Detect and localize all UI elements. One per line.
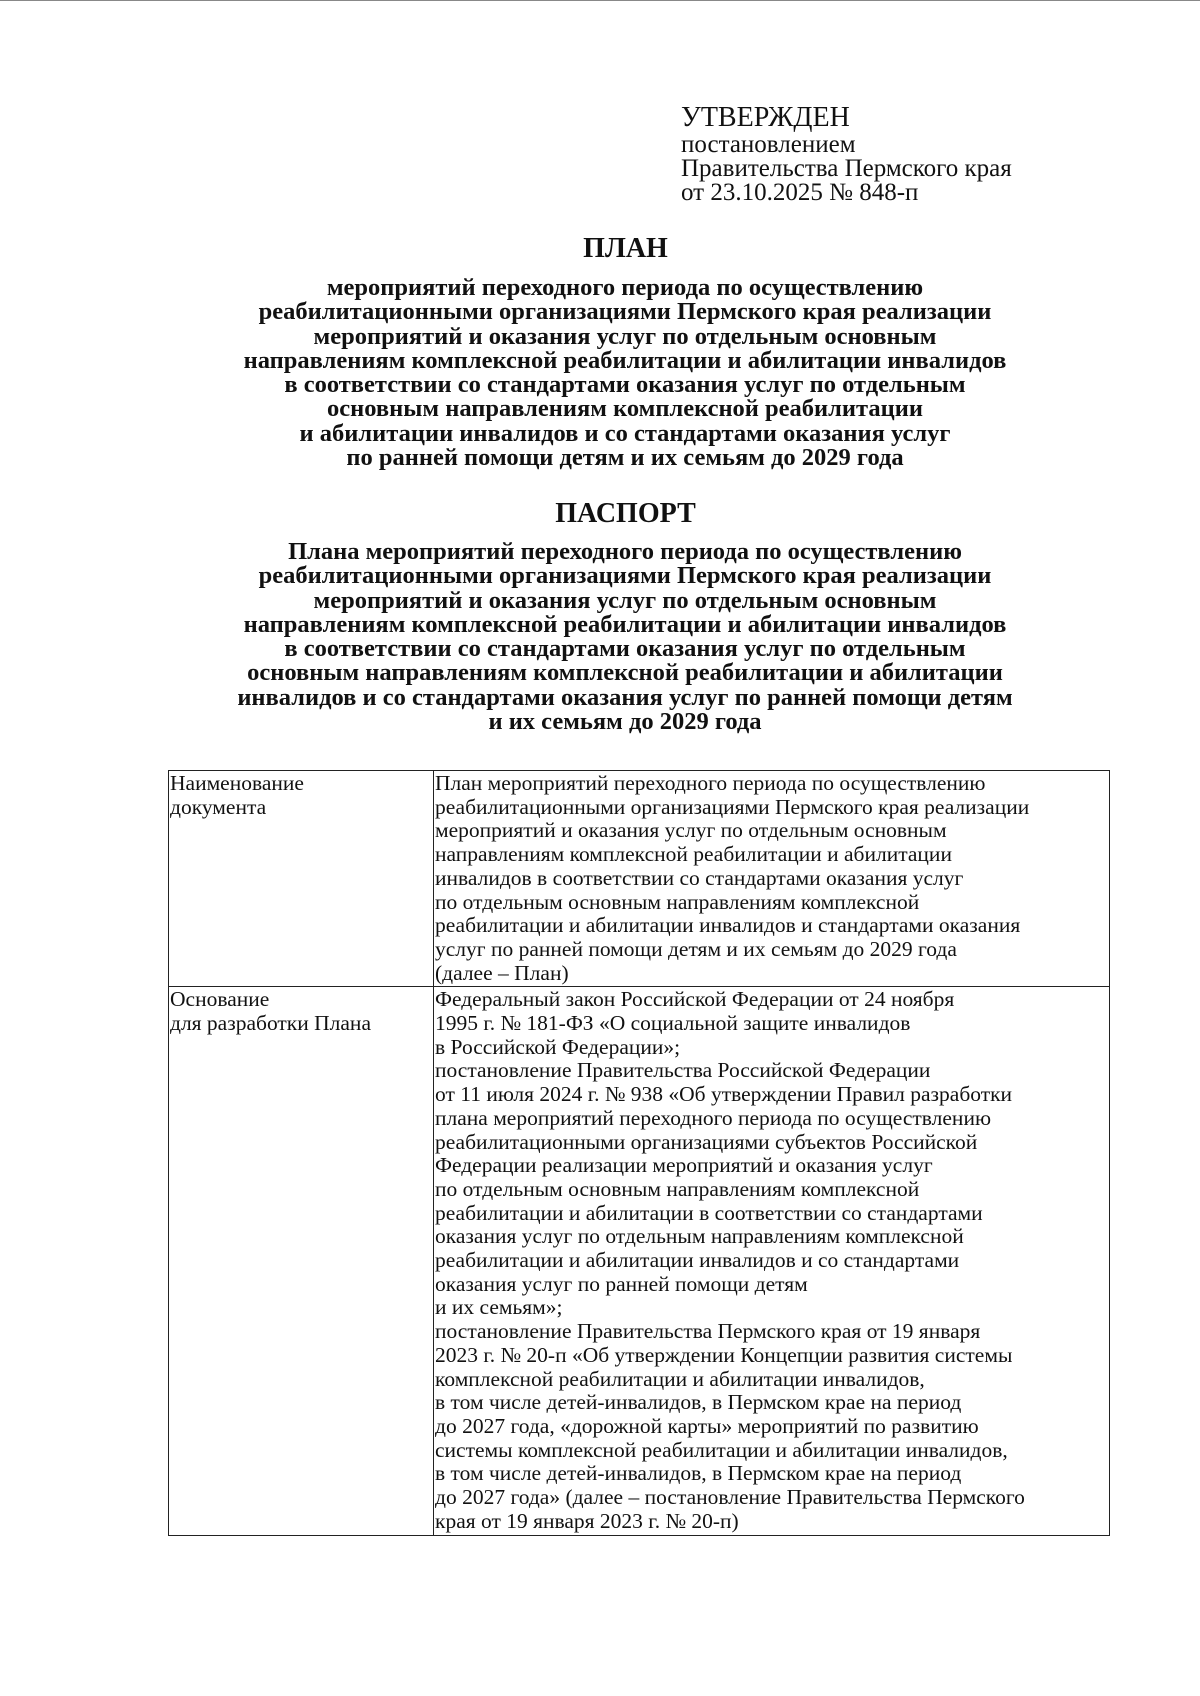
row-value-cell [434,771,1110,987]
passport-subtitle-line: инвалидов и со стандартами оказания услуг по ранней помощи детям [237,683,1013,711]
row-value-line: по отдельным основным направлениям комплексной [435,1176,920,1201]
row-value-line: Федерации реализации мероприятий и оказания услуг [435,1153,933,1178]
row-value-line: реабилитации и абилитации инвалидов и со стандартами [435,1248,960,1273]
row-value-line: постановление Правительства Пермского края от 19 января [435,1319,981,1344]
row-value-line: 2023 г. № 20-п «Об утверждении Концепции развития системы [435,1342,1013,1367]
row-label-line: документа [170,794,267,819]
row-value-line: Федеральный закон Российской Федерации от 24 ноября [435,987,955,1012]
row-value-line: оказания услуг по ранней помощи детям [435,1271,808,1296]
plan-subtitle-line: в соответствии со стандартами оказания услуг по отдельным [284,371,966,399]
passport-subtitle-line: и их семьям до 2029 года [488,708,762,736]
row-value-line: комплексной реабилитации и абилитации инвалидов, [435,1366,925,1391]
approval-line-2: Правительства Пермского края [681,155,1012,182]
plan-subtitle-line: по ранней помощи детям и их семьям до 2029 года [346,444,904,472]
row-value-line: системы комплексной реабилитации и абилитации инвалидов, [435,1437,1008,1462]
row-value-line: направлениям комплексной реабилитации и абилитации [435,842,952,867]
passport-subtitle-line: основным направлениям комплексной реабилитации и абилитации [247,659,1003,687]
approval-title: УТВЕРЖДЕН [681,102,850,133]
passport-subtitle [140,540,1110,734]
row-value-line: и их семьям»; [435,1295,563,1320]
row-value-line: услуг по ранней помощи детям и их семьям до 2029 года [435,936,957,961]
plan-heading: ПЛАН [583,233,668,264]
plan-subtitle [140,276,1110,470]
row-label-line: Наименование [170,771,304,795]
row-value-line: до 2027 года, «дорожной карты» мероприятий по развитию [435,1413,979,1438]
row-value-line: от 11 июля 2024 г. № 938 «Об утверждении Правил разработки [435,1082,1013,1107]
row-value-line: инвалидов в соответствии со стандартами оказания услуг [435,865,964,890]
row-value-line: в Российской Федерации»; [435,1034,681,1059]
table-row [169,987,1110,1535]
table-row [169,771,1110,987]
passport-subtitle-line: направлениям комплексной реабилитации и абилитации инвалидов [243,610,1007,638]
row-value-line: реабилитационными организациями субъектов Российской [435,1129,978,1154]
plan-subtitle-line: мероприятий и оказания услуг по отдельным основным [313,322,937,350]
approval-line-1: постановлением [681,131,856,158]
plan-subtitle-line: основным направлениям комплексной реабилитации [327,395,923,423]
plan-subtitle-line: направлениям комплексной реабилитации и абилитации инвалидов [243,346,1007,374]
row-value-line: реабилитации и абилитации инвалидов и стандартами оказания [435,913,1021,938]
row-value-line: оказания услуг по отдельным направлениям комплексной [435,1224,964,1249]
row-value-line: края от 19 января 2023 г. № 20-п) [435,1508,739,1533]
row-value-line: в том числе детей-инвалидов, в Пермском крае на период [435,1390,962,1415]
row-value-line: План мероприятий переходного периода по осуществлению [435,771,986,795]
row-value-line: реабилитационными организациями Пермского края реализации [435,794,1030,819]
row-value-line: плана мероприятий переходного периода по осуществлению [435,1105,992,1130]
passport-subtitle-line: в соответствии со стандартами оказания услуг по отдельным [284,635,966,663]
passport-subtitle-line: мероприятий и оказания услуг по отдельным основным [313,586,937,614]
approval-line-3: от 23.10.2025 № 848-п [681,179,919,206]
row-value-cell [434,987,1110,1535]
row-label-cell [169,987,434,1535]
row-value-line: реабилитации и абилитации в соответствии со стандартами [435,1200,983,1225]
plan-subtitle-line: мероприятий переходного периода по осуществлению [326,274,924,301]
plan-subtitle-line: и абилитации инвалидов и со стандартами оказания услуг [299,419,951,447]
passport-heading: ПАСПОРТ [555,498,696,529]
row-value-line: по отдельным основным направлениям комплексной [435,889,920,914]
approval-stamp [681,103,1012,205]
row-value-line: постановление Правительства Российской Федерации [435,1058,931,1083]
row-value-line: в том числе детей-инвалидов, в Пермском крае на период [435,1461,962,1486]
row-value-line: (далее – План) [435,960,569,985]
passport-table [168,770,1110,1536]
passport-subtitle-line: Плана мероприятий переходного периода по осуществлению [288,538,962,565]
row-label-line: для разработки Плана [170,1011,371,1036]
plan-subtitle-line: реабилитационными организациями Пермского края реализации [258,298,992,326]
row-value-line: мероприятий и оказания услуг по отдельным основным [435,818,947,843]
row-label-cell [169,771,434,987]
row-label-line: Основание [170,987,270,1012]
row-value-line: 1995 г. № 181-ФЗ «О социальной защите инвалидов [435,1011,911,1036]
passport-subtitle-line: реабилитационными организациями Пермского края реализации [258,562,992,590]
row-value-line: до 2027 года» (далее – постановление Правительства Пермского [435,1485,1025,1510]
